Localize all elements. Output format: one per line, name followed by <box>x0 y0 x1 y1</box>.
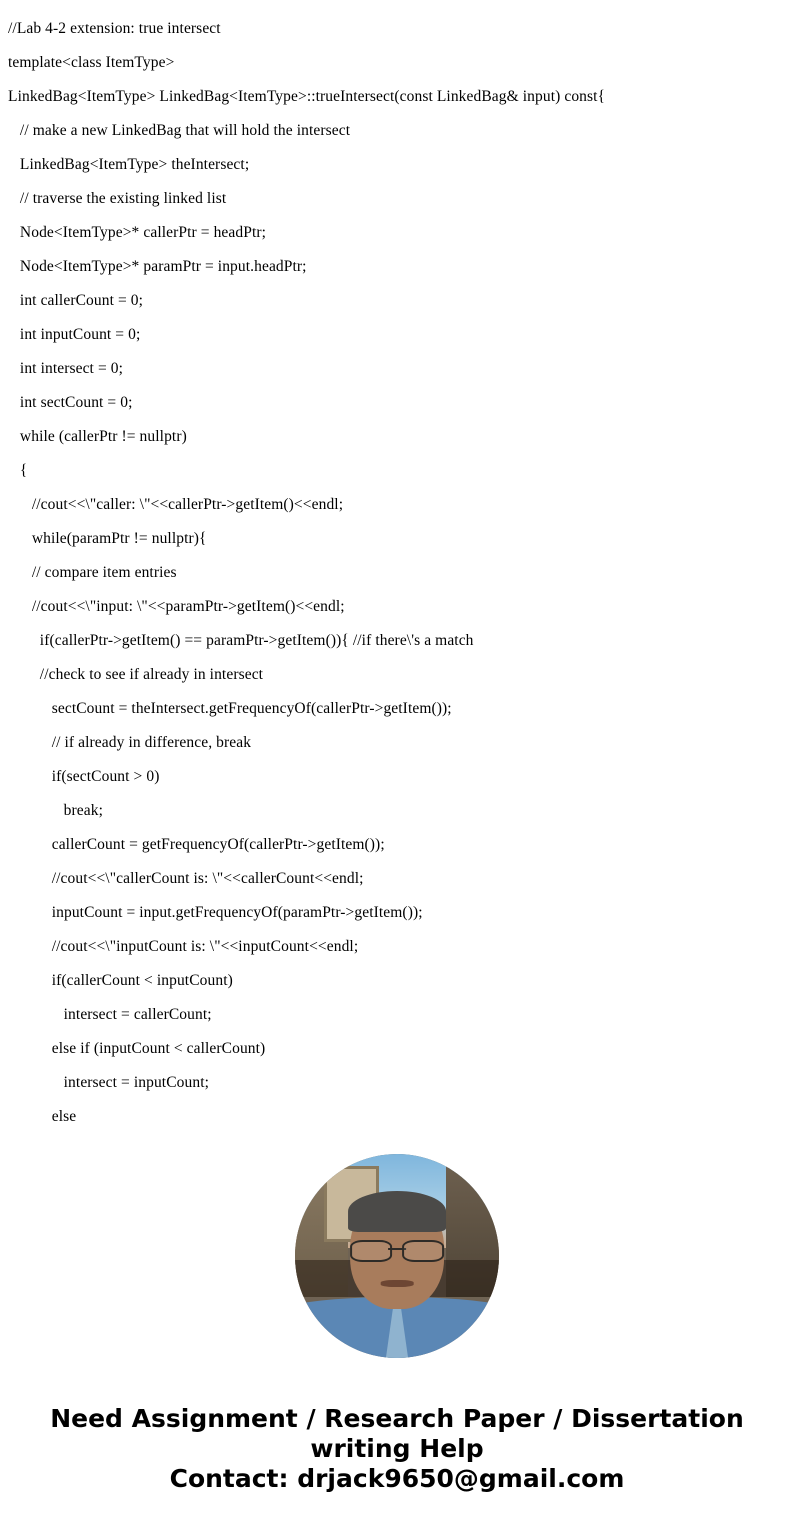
code-line: template<class ItemType> <box>8 54 175 71</box>
code-line: LinkedBag<ItemType> LinkedBag<ItemType>::trueIntersect(const LinkedBag& input) const{ <box>8 88 606 105</box>
footer-headline-line2: writing Help <box>310 1434 484 1463</box>
code-line: intersect = inputCount; <box>8 1074 210 1091</box>
code-line: else <box>8 1108 77 1125</box>
code-line: //check to see if already in intersect <box>8 666 264 683</box>
code-line: //cout<<\"caller: \"<<callerPtr->getItem()<<endl; <box>8 496 344 513</box>
code-line: // traverse the existing linked list <box>8 190 227 207</box>
code-line: int callerCount = 0; <box>8 292 144 309</box>
avatar-glasses <box>350 1240 444 1258</box>
avatar-hair <box>348 1191 446 1232</box>
code-line: else if (inputCount < callerCount) <box>8 1040 266 1057</box>
code-line: intersect = callerCount; <box>8 1006 212 1023</box>
footer-contact: Contact: drjack9650@gmail.com <box>169 1464 625 1493</box>
code-line: // make a new LinkedBag that will hold the intersect <box>8 122 351 139</box>
code-line: if(sectCount > 0) <box>8 768 160 785</box>
code-line: int inputCount = 0; <box>8 326 141 343</box>
code-line: sectCount = theIntersect.getFrequencyOf(callerPtr->getItem()); <box>8 700 452 717</box>
code-line: while(paramPtr != nullptr){ <box>8 530 207 547</box>
code-line: //cout<<\"inputCount is: \"<<inputCount<<endl; <box>8 938 359 955</box>
code-line: //Lab 4-2 extension: true intersect <box>8 20 221 37</box>
code-line: int intersect = 0; <box>8 360 124 377</box>
code-line: //cout<<\"callerCount is: \"<<callerCount<<endl; <box>8 870 364 887</box>
code-line: callerCount = getFrequencyOf(callerPtr->getItem()); <box>8 836 385 853</box>
code-line: // if already in difference, break <box>8 734 252 751</box>
avatar-container <box>0 1154 794 1358</box>
code-line: while (callerPtr != nullptr) <box>8 428 187 445</box>
code-line: if(callerPtr->getItem() == paramPtr->getItem()){ //if there\'s a match <box>8 632 474 649</box>
avatar-glasses-right-lens <box>402 1240 444 1262</box>
code-line: Node<ItemType>* callerPtr = headPtr; <box>8 224 267 241</box>
footer-headline-line1: Need Assignment / Research Paper / Dissertation <box>50 1404 744 1433</box>
code-line: if(callerCount < inputCount) <box>8 972 233 989</box>
avatar-glasses-left-lens <box>350 1240 392 1262</box>
code-line: // compare item entries <box>8 564 177 581</box>
avatar <box>295 1154 499 1358</box>
code-line: LinkedBag<ItemType> theIntersect; <box>8 156 250 173</box>
footer <box>0 1404 794 1514</box>
code-line: { <box>8 462 28 479</box>
code-line: Node<ItemType>* paramPtr = input.headPtr; <box>8 258 307 275</box>
code-line: //cout<<\"input: \"<<paramPtr->getItem()<<endl; <box>8 598 345 615</box>
code-line: break; <box>8 802 103 819</box>
code-line: inputCount = input.getFrequencyOf(paramPtr->getItem()); <box>8 904 423 921</box>
code-line: int sectCount = 0; <box>8 394 133 411</box>
avatar-mouth <box>381 1280 414 1286</box>
